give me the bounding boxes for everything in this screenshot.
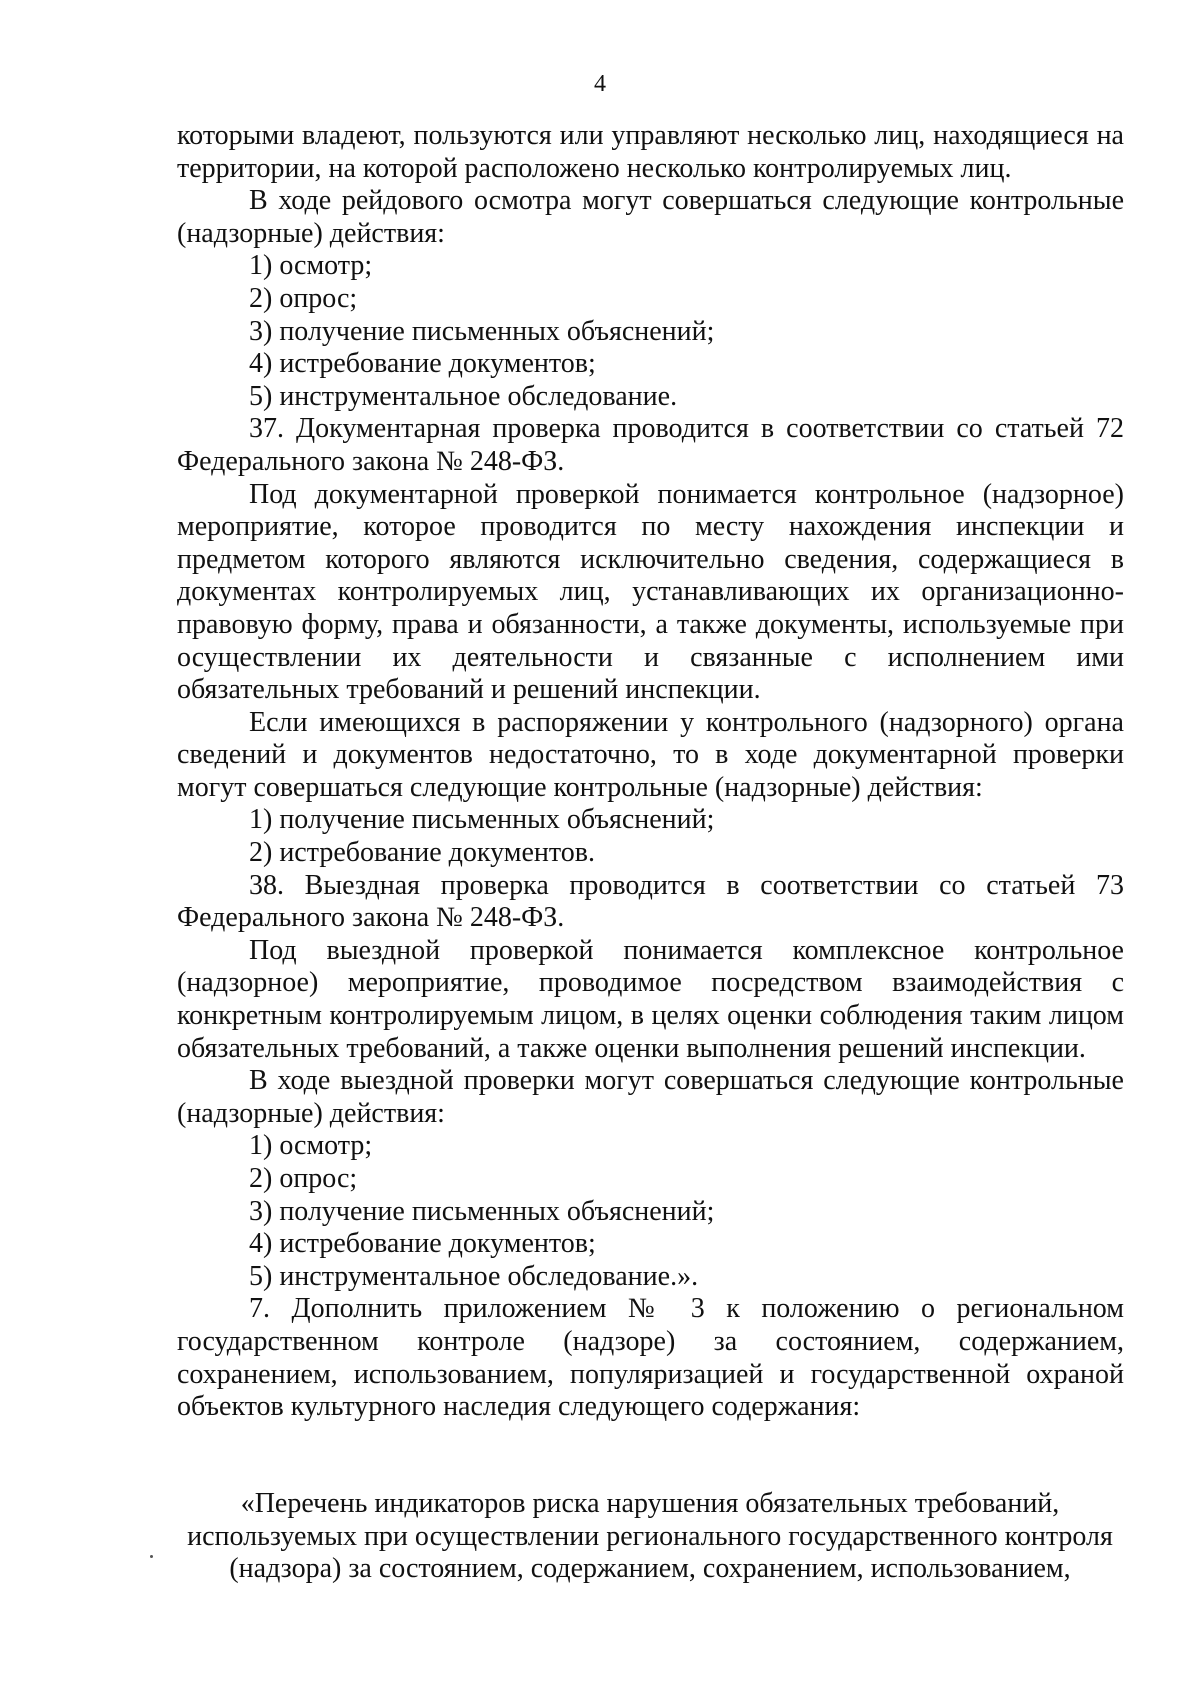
list-item: 5) инструментальное обследование.». xyxy=(249,1260,699,1292)
paragraph: 37. Документарная проверка проводится в соответствии со статьей 72 Федерального закона № 248-ФЗ. xyxy=(177,413,1124,477)
title-line: «Перечень индикаторов риска нарушения обязательных требований, xyxy=(240,1488,1060,1519)
list-item: 5) инструментальное обследование. xyxy=(249,380,678,412)
paragraph: 38. Выездная проверка проводится в соответствии со статьей 73 Федерального закона № 248-ФЗ. xyxy=(177,869,1124,934)
list-item: 3) получение письменных объяснений; xyxy=(249,1195,715,1227)
paragraph: Под выездной проверкой понимается комплексное контрольное (надзорное) мероприятие, проводимое посредством взаимодействия с конкретным контролируемым лицом, в целях оценки соблюдения таким лицом обязательных требований, а также оценки выполнения решений инспекции. xyxy=(177,934,1124,1064)
list-item: 4) истребование документов; xyxy=(249,348,596,380)
list-item: 1) получение письменных объяснений; xyxy=(249,804,715,836)
list-item: 1) осмотр; xyxy=(249,250,373,282)
list-item: 1) осмотр; xyxy=(249,1130,373,1162)
appendix-title xyxy=(160,1488,1140,1586)
page-number: 4 xyxy=(594,71,606,97)
paragraph: В ходе рейдового осмотра могут совершаться следующие контрольные (надзорные) действия: xyxy=(177,185,1124,249)
list-item: 2) истребование документов. xyxy=(249,837,595,869)
paragraph: которыми владеют, пользуются или управляют несколько лиц, находящиеся на территории, на которой расположено несколько контролируемых лиц. xyxy=(177,120,1124,184)
scan-speck xyxy=(150,1555,153,1558)
paragraph: 7. Дополнить приложением № 3 к положению о региональном государственном контроле (надзоре) за состоянием, содержанием, сохранением, использованием, популяризацией и государственной охраной объектов культурного наследия следующего содержания: xyxy=(177,1293,1124,1423)
title-line: (надзора) за состоянием, содержанием, сохранением, использованием, xyxy=(229,1553,1071,1585)
list-item: 2) опрос; xyxy=(249,1163,358,1194)
list-item: 4) истребование документов; xyxy=(249,1228,596,1260)
body-text xyxy=(177,120,1124,1424)
paragraph: Если имеющихся в распоряжении у контрольного (надзорного) органа сведений и документов недостаточно, то в ходе документарной проверки могут совершаться следующие контрольные (надзорные) действия: xyxy=(177,706,1124,803)
title-line: используемых при осуществлении регионального государственного контроля xyxy=(187,1520,1113,1552)
list-item: 3) получение письменных объяснений; xyxy=(249,315,715,347)
paragraph: Под документарной проверкой понимается контрольное (надзорное) мероприятие, которое проводится по месту нахождения инспекции и предметом которого являются исключительно сведения, содержащиеся в документах контролируемых лиц, устанавливающих их организационно-правовую форму, права и обязанности, а также документы, используемые при осуществлении их деятельности и связанные с исполнением ими обязательных требований и решений инспекции. xyxy=(177,478,1124,706)
paragraph: В ходе выездной проверки могут совершаться следующие контрольные (надзорные) действия: xyxy=(177,1065,1124,1129)
list-item: 2) опрос; xyxy=(249,282,358,314)
